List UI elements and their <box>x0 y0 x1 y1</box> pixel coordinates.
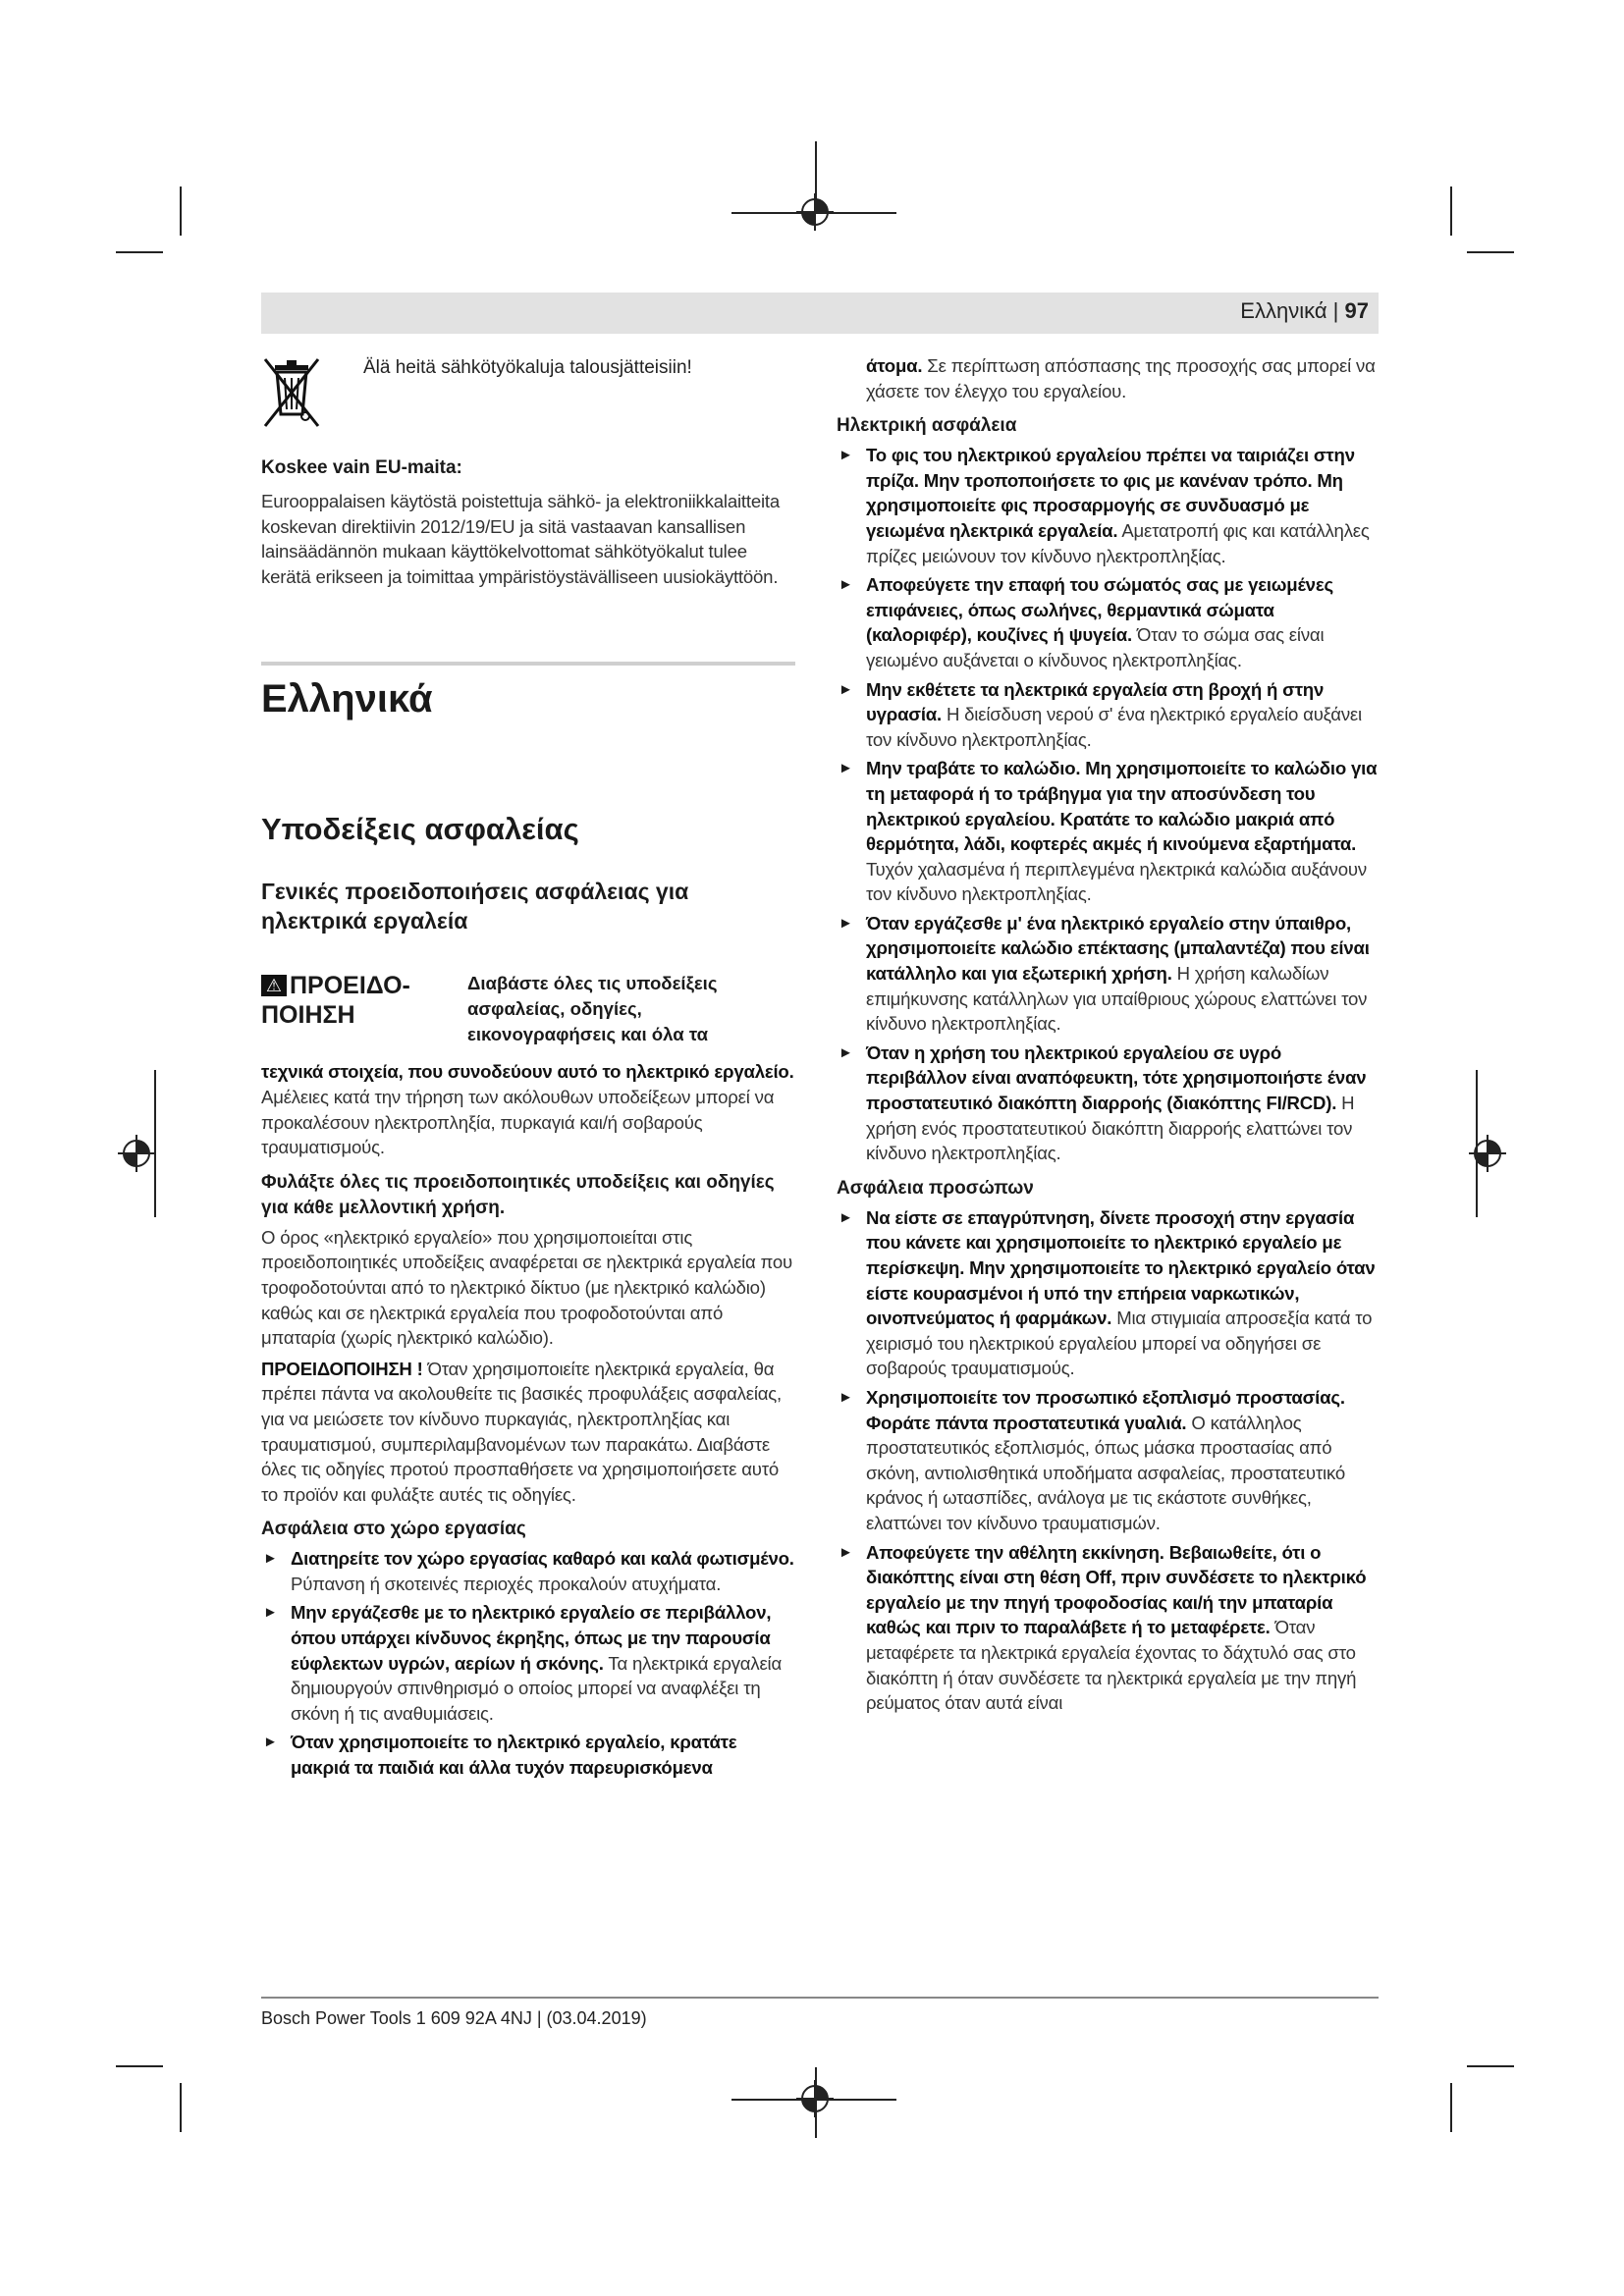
footer-divider <box>261 1997 1379 1999</box>
list-item: ► Μην τραβάτε το καλώδιο. Μη χρησιμοποιείτε το καλώδιο για τη μεταφορά ή το τράβηγμα για την αποσύνδεση του ηλεκτρικού εργαλείου. Κρατάτε το καλώδιο μακριά από θερμότητα, λάδι, κοφτερές ακμές ή κινούμενα εξαρτήματα. Τυχόν χαλασμένα ή περιπλεγμένα ηλεκτρικά καλώδια αυξάνουν τον κίνδυνο ηλεκτροπληξίας. <box>839 758 1378 905</box>
crop-mark <box>116 251 163 253</box>
crop-mark <box>1450 2083 1452 2132</box>
bullet-arrow-icon: ► <box>263 1604 278 1622</box>
eu-directive-text: Eurooppalaisen käytöstä poistettuja sähkö- ja elektroniikkalaitteita koskevan direktiivin 2012/19/EU ja sitä vastaavan kansallisen lainsäädännön mukaan käyttökelvottomat sähkötyökalut tulee kerätä erikseen ja toimittaa ympäristöystävälliseen uusiokäyttöön. <box>261 491 780 587</box>
bullet-arrow-icon: ► <box>839 1388 853 1406</box>
header-language: Ελληνικά <box>1240 298 1327 323</box>
bullet-arrow-icon: ► <box>839 447 853 464</box>
warning-continuation: τεχνικά στοιχεία, που συνοδεύουν αυτό το ηλεκτρικό εργαλείο. Αμέλειες κατά την τήρηση των ακόλουθων υποδείξεων μπορεί να προκαλέσουν ηλεκτροπληξία, πυρκαγιά και/ή σοβαρούς τραυματισμούς. <box>261 1061 794 1158</box>
list-item: ► Να είστε σε επαγρύπνηση, δίνετε προσοχή στην εργασία που κάνετε και χρησιμοποιείτε το ηλεκτρικό εργαλείο με περίσκεψη. Μην χρησιμοποιείτε το ηλεκτρικό εργαλείο όταν είστε κουρασμένοι ή υπό την επήρεια ναρκωτικών, οινοπνεύματος ή φαρμάκων. Μια στιγμιαία απροσεξία κατά το χειρισμό του ηλεκτρικού εργαλείου μπορεί να οδηγήσει σε σοβαρούς τραυματισμούς. <box>839 1206 1376 1379</box>
personal-safety-title: Ασφάλεια προσώπων <box>837 1177 1034 1199</box>
warning-lead-text: Διαβάστε όλες τις υποδείξεις ασφαλείας, οδηγίες, εικονογραφήσεις και όλα τα <box>467 973 718 1044</box>
warning-label: ⚠ ΠΡΟΕΙΔΟ-ΠΟΙΗΣΗ <box>261 972 410 1030</box>
header-page-number: 97 <box>1344 298 1369 323</box>
weee-notice <box>261 353 795 452</box>
list-item: ► Αποφεύγετε την αθέλητη εκκίνηση. Βεβαιωθείτε, ότι ο διακόπτης είναι στη θέση Off, πριν συνδέσετε το ηλεκτρικό εργαλείο με την πηγή τροφοδοσίας και/ή την μπαταρία καθώς και πριν το παραλάβετε ή το μεταφέρετε. Όταν μεταφέρετε τα ηλεκτρικά εργαλεία έχοντας το δάχτυλό σας στο διακόπτη ή όταν συνδέσετε τα ηλεκτρικά εργαλεία με την πηγή ρεύματος όταν αυτά είναι <box>839 1541 1367 1714</box>
list-item: ► Όταν η χρήση του ηλεκτρικού εργαλείου σε υγρό περιβάλλον είναι αναπόφευκτη, τότε χρησιμοποιήστε έναν προστατευτικό διακόπτη διαρροής (διακόπτης FI/RCD). Η χρήση ενός προστατευτικού διακόπτη διαρροής ελαττώνει τον κίνδυνο ηλεκτροπληξίας. <box>839 1041 1367 1164</box>
general-warnings-title: Γενικές προειδοποιήσεις ασφάλειας για ηλεκτρικά εργαλεία <box>261 879 689 934</box>
bullet-arrow-icon: ► <box>263 1734 278 1751</box>
crop-mark <box>116 2065 163 2067</box>
list-item: ► Όταν χρησιμοποιείτε το ηλεκτρικό εργαλείο, κρατάτε μακριά τα παιδιά και άλλα τυχόν παρευρισκόμενα <box>263 1732 737 1779</box>
term-definition: Ο όρος «ηλεκτρικό εργαλείο» που χρησιμοποιείται στις προειδοποιητικές υποδείξεις αναφέρεται σε ηλεκτρικά εργαλεία που τροφοδοτούνται από το ηλεκτρικό δίκτυο (με ηλεκτρικό καλώδιο) καθώς και σε ηλεκτρικά εργαλεία που τροφοδοτούνται από μπαταρία (χωρίς ηλεκτρικό καλώδιο). <box>261 1226 793 1349</box>
list-item: ► Διατηρείτε τον χώρο εργασίας καθαρό και καλά φωτισμένο. Ρύπανση ή σκοτεινές περιοχές προκαλούν ατυχήματα. <box>263 1548 794 1594</box>
warning-note: ΠΡΟΕΙΔΟΠΟΙΗΣΗ ! Όταν χρησιμοποιείτε ηλεκτρικά εργαλεία, θα πρέπει πάντα να ακολουθείτε τις βασικές προφυλάξεις ασφαλείας, για να μειώσετε τον κίνδυνο πυρκαγιάς, ηλεκτροπληξίας και τραυματισμού, συμπεριλαμβανομένων των παρακάτω. Διαβάστε όλες τις οδηγίες προτού προσπαθήσετε να χρησιμοποιήσετε αυτό το προϊόν και φυλάξτε αυτές τις οδηγίες. <box>261 1358 783 1505</box>
crop-mark <box>1467 2065 1514 2067</box>
footer-text: Bosch Power Tools 1 609 92A 4NJ | (03.04.2019) <box>261 2008 647 2028</box>
list-item: ► Αποφεύγετε την επαφή του σώματός σας με γειωμένες επιφάνειες, όπως σωλήνες, θερμαντικά σώματα (καλοριφέρ), κουζίνες ή ψυγεία. Όταν το σώμα σας είναι γειωμένο αυξάνεται ο κίνδυνος ηλεκτροπληξίας. <box>839 574 1333 670</box>
continued-list-item: άτομα. Σε περίπτωση απόσπασης της προσοχής σας μπορεί να χάσετε τον έλεγχο του εργαλείου. <box>866 355 1376 401</box>
bullet-arrow-icon: ► <box>839 760 853 777</box>
warning-block <box>261 971 795 1059</box>
keep-instructions-heading: Φυλάξτε όλες τις προειδοποιητικές υποδείξεις και οδηγίες για κάθε μελλοντική χρήση. <box>261 1171 775 1218</box>
bullet-arrow-icon: ► <box>839 1208 853 1226</box>
registration-mark-icon <box>796 2080 834 2117</box>
bullet-arrow-icon: ► <box>839 576 853 594</box>
header-page-label <box>1240 298 1369 324</box>
bullet-arrow-icon: ► <box>263 1550 278 1568</box>
electrical-safety-title: Ηλεκτρική ασφάλεια <box>837 415 1017 437</box>
crop-mark <box>1450 187 1452 236</box>
list-item: ► Χρησιμοποιείτε τον προσωπικό εξοπλισμό προστασίας. Φοράτε πάντα προστατευτικά γυαλιά. Ο κατάλληλος προστατευτικός εξοπλισμός, όπως μάσκα προστασίας από σκόνη, αντιολισθητικά υποδήματα ασφαλείας, προστατευτικό κράνος ή ωτασπίδες, ανάλογα με τις εκάστοτε συνθήκες, ελαττώνει τον κίνδυνο τραυματισμών. <box>839 1386 1345 1533</box>
weee-text: Älä heitä sähkötyökaluja talousjätteisiin! <box>363 357 692 378</box>
page-header <box>261 293 1379 334</box>
list-item: ► Όταν εργάζεσθε μ' ένα ηλεκτρικό εργαλείο στην ύπαιθρο, χρησιμοποιείτε καλώδιο επέκτασης (μπαλαντέζα) που είναι κατάλληλο και για εξωτερική χρήση. Η χρήση καλωδίων επιμήκυνσης κατάλληλων για υπαίθριους χώρους ελαττώνει τον κίνδυνο ηλεκτροπληξίας. <box>839 912 1370 1035</box>
list-item: ► Μην εκθέτετε τα ηλεκτρικά εργαλεία στη βροχή ή στην υγρασία. Η διείσδυση νερού σ' ένα ηλεκτρικό εργαλείο αυξάνει τον κίνδυνο ηλεκτροπληξίας. <box>839 678 1362 750</box>
right-column <box>837 353 1379 1720</box>
section-divider <box>261 662 795 666</box>
crop-mark <box>180 2083 182 2132</box>
bullet-arrow-icon: ► <box>839 680 853 698</box>
crossed-out-wheelie-bin-icon <box>263 355 320 432</box>
safety-instructions-title: Υποδείξεις ασφαλείας <box>261 812 579 847</box>
bullet-arrow-icon: ► <box>839 1543 853 1561</box>
warning-triangle-icon: ⚠ <box>261 975 287 996</box>
language-section-title: Ελληνικά <box>261 677 433 721</box>
bullet-arrow-icon: ► <box>839 914 853 932</box>
registration-mark-icon <box>118 1135 155 1172</box>
registration-mark-icon <box>1469 1135 1506 1172</box>
list-item: ► Μην εργάζεσθε με το ηλεκτρικό εργαλείο σε περιβάλλον, όπου υπάρχει κίνδυνος έκρηξης, όπως με την παρουσία εύφλεκτων υγρών, αερίων ή σκόνης. Τα ηλεκτρικά εργαλεία δημιουργούν σπινθηρισμό ο οποίος μπορεί να αναφλέξει τη σκόνη ή τις αναθυμιάσεις. <box>263 1602 783 1724</box>
work-area-title: Ασφάλεια στο χώρο εργασίας <box>261 1519 526 1540</box>
crop-mark <box>1467 251 1514 253</box>
registration-mark-icon <box>796 193 834 231</box>
left-column <box>261 353 795 1785</box>
header-separator: | <box>1332 298 1339 323</box>
list-item: ► Το φις του ηλεκτρικού εργαλείου πρέπει να ταιριάζει στην πρίζα. Μην τροποποιήσετε το φις με κανέναν τρόπο. Μη χρησιμοποιείτε φις προσαρμογής σε συνδυασμό με γειωμένα ηλεκτρικά εργαλεία. Αμετατροπή φις και κατάλληλες πρίζες μειώνουν τον κίνδυνο ηλεκτροπληξίας. <box>839 445 1370 566</box>
bullet-arrow-icon: ► <box>839 1043 853 1061</box>
crop-mark <box>180 187 182 236</box>
eu-only-title: Koskee vain EU-maita: <box>261 457 462 478</box>
